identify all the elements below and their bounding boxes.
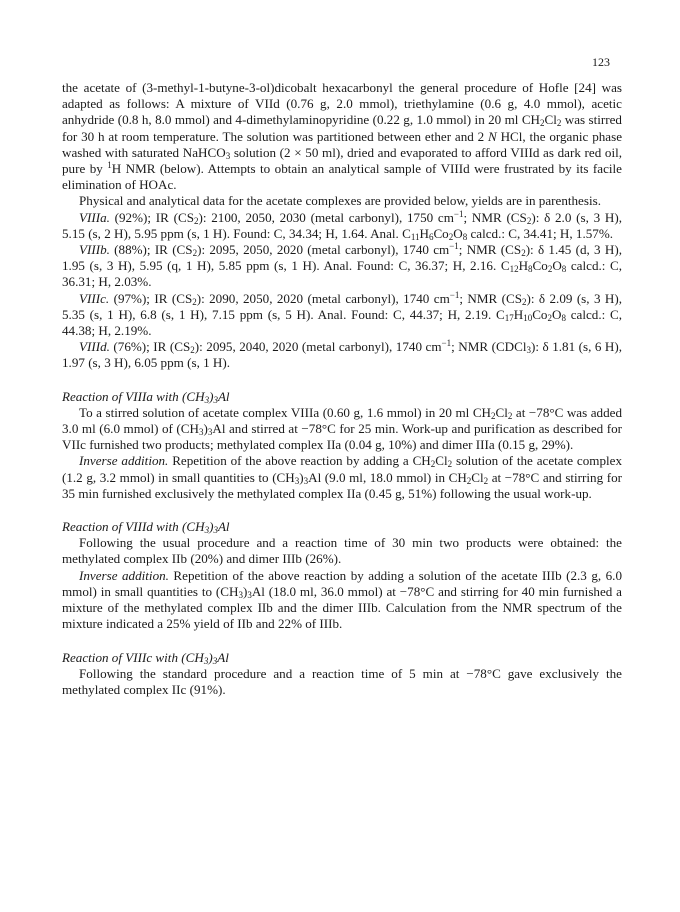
paragraph-viiia-inverse: Inverse addition. Repetition of the above reaction by adding a $CH_2Cl_2$ solution of the acetate complex (1.2 g, 3.2 mmol) in small quantities to $(CH_3)_3Al$ (9.0 ml, 18.0 mmol) in $CH_2Cl_2$ at −78°C and stirring for 35 min furnished exclusively the methylated complex IIa (0.45 g, 51%) following the usual work-up. bbox=[62, 453, 623, 501]
section-heading-viiic: Reaction of VIIIc with $(CH_3)_3Al$ bbox=[62, 649, 229, 666]
paragraph-viiic-data: VIIIc. (97%); IR $(CS_2)$: 2090, 2050, 2020 (metal carbonyl), 1740 $cm^{-1}$; NMR $(CS_2)$: δ 2.09 (s, 3 H), 5.35 (s, 1 H), 6.8 (s, 1 H), 7.15 ppm (s, 5 H). Anal. Found: C, 44.37; H, 2.19. $C_{17}H_{10}Co_2O_8$ calcd.: C, 44.38; H, 2.19%. bbox=[62, 289, 622, 339]
paragraph-viiia-reaction: To a stirred solution of acetate complex VIIIa (0.60 g, 1.6 mmol) in 20 ml $CH_2Cl_2$ at −78°C was added 3.0 ml (6.0 mmol) of $(CH_3)_3Al$ and stirred at −78°C for 25 min. Work-up and purification as described for VIIc furnished two products; methylated complex IIa (0.04 g, 10%) and dimer IIIa (0.15 g, 29%). bbox=[62, 404, 622, 453]
section-heading-viiia: Reaction of VIIIa with $(CH_3)_3Al$ bbox=[62, 388, 230, 405]
paragraph-viiid-inverse: Inverse addition. Repetition of the above reaction by adding a solution of the acetate IIIb (2.3 g, 6.0 mmol) in small quantities to $(CH_3)_3Al$ (18.0 ml, 36.0 mmol) at −78°C and stirring for 40 min furnished a mixture of the methylated complex IIb and the dimer IIIb. Calculation from the NMR spectrum of the mixture indicated a 25% yield of IIb and 22% of IIIb. bbox=[62, 567, 622, 632]
paragraph-viiic-reaction: Following the standard procedure and a reaction time of 5 min at −78°C gave exclusively the methylated complex IIc (91%). bbox=[62, 665, 622, 697]
section-heading-viiid: Reaction of VIIId with $(CH_3)_3Al$ bbox=[62, 519, 230, 536]
paragraph-acetate-procedure: the acetate of (3-methyl-1-butyne-3-ol)dicobalt hexacarbonyl the general procedure of Hofle [24] was adapted as follows: A mixture of VIId (0.76 g, 2.0 mmol), triethylamine (0.6 g, 4.0 mmol), acetic anhydride (0.8 h, 8.0 mmol) and 4-dimethylaminopyridine (0.22 g, 1.0 mmol) in 20 ml $CH_2Cl_2$ was stirred for 30 h at room temperature. The solution was partitioned between ether and 2 N HCl, the organic phase washed with saturated NaHCO$_3$ solution (2 × 50 ml), dried and evaporated to afford VIIId as dark red oil, pure by $^1$H NMR (below). Attempts to obtain an analytical sample of VIIId were frustrated by its facile elimination of HOAc. bbox=[62, 80, 623, 193]
article-body bbox=[62, 80, 622, 698]
page-number: 123 bbox=[592, 55, 610, 69]
paragraph-viiib-data: VIIIb. (88%); IR $(CS_2)$: 2095, 2050, 2020 (metal carbonyl), 1740 $cm^{-1}$; NMR $(CS_2)$: δ 1.45 (d, 3 H), 1.95 (s, 3 H), 5.95 (q, 1 H), 5.85 ppm (s, 1 H). Anal. Found: C, 36.37; H, 2.16. $C_{12}H_8Co_2O_8$ calcd.: C, 36.31; H, 2.03%. bbox=[62, 241, 622, 290]
paragraph-viiid-reaction: Following the usual procedure and a reaction time of 30 min two products were obtained: the methylated complex IIb (20%) and dimer IIIb (26%). bbox=[62, 535, 622, 567]
paragraph-viiia-data: VIIIa. (92%); IR $(CS_2)$: 2100, 2050, 2030 (metal carbonyl), 1750 $cm^{-1}$; NMR $(CS_2)$: δ 2.0 (s, 3 H), 5.15 (s, 2 H), 5.95 ppm (s, 1 H). Found: C, 34.34; H, 1.64. Anal. $C_{11}H_6Co_2O_8$ calcd.: C, 34.41; H, 1.57%. bbox=[62, 208, 622, 242]
paragraph-data-intro: Physical and analytical data for the acetate complexes are provided below, yields are in parenthesis. bbox=[79, 193, 601, 209]
paragraph-viiid-data: VIIId. (76%); IR $(CS_2)$: 2095, 2040, 2020 (metal carbonyl), 1740 $cm^{-1}$; NMR (CDCl$_3$): δ 1.81 (s, 6 H), 1.97 (s, 3 H), 6.05 ppm (s, 1 H). bbox=[62, 338, 623, 371]
